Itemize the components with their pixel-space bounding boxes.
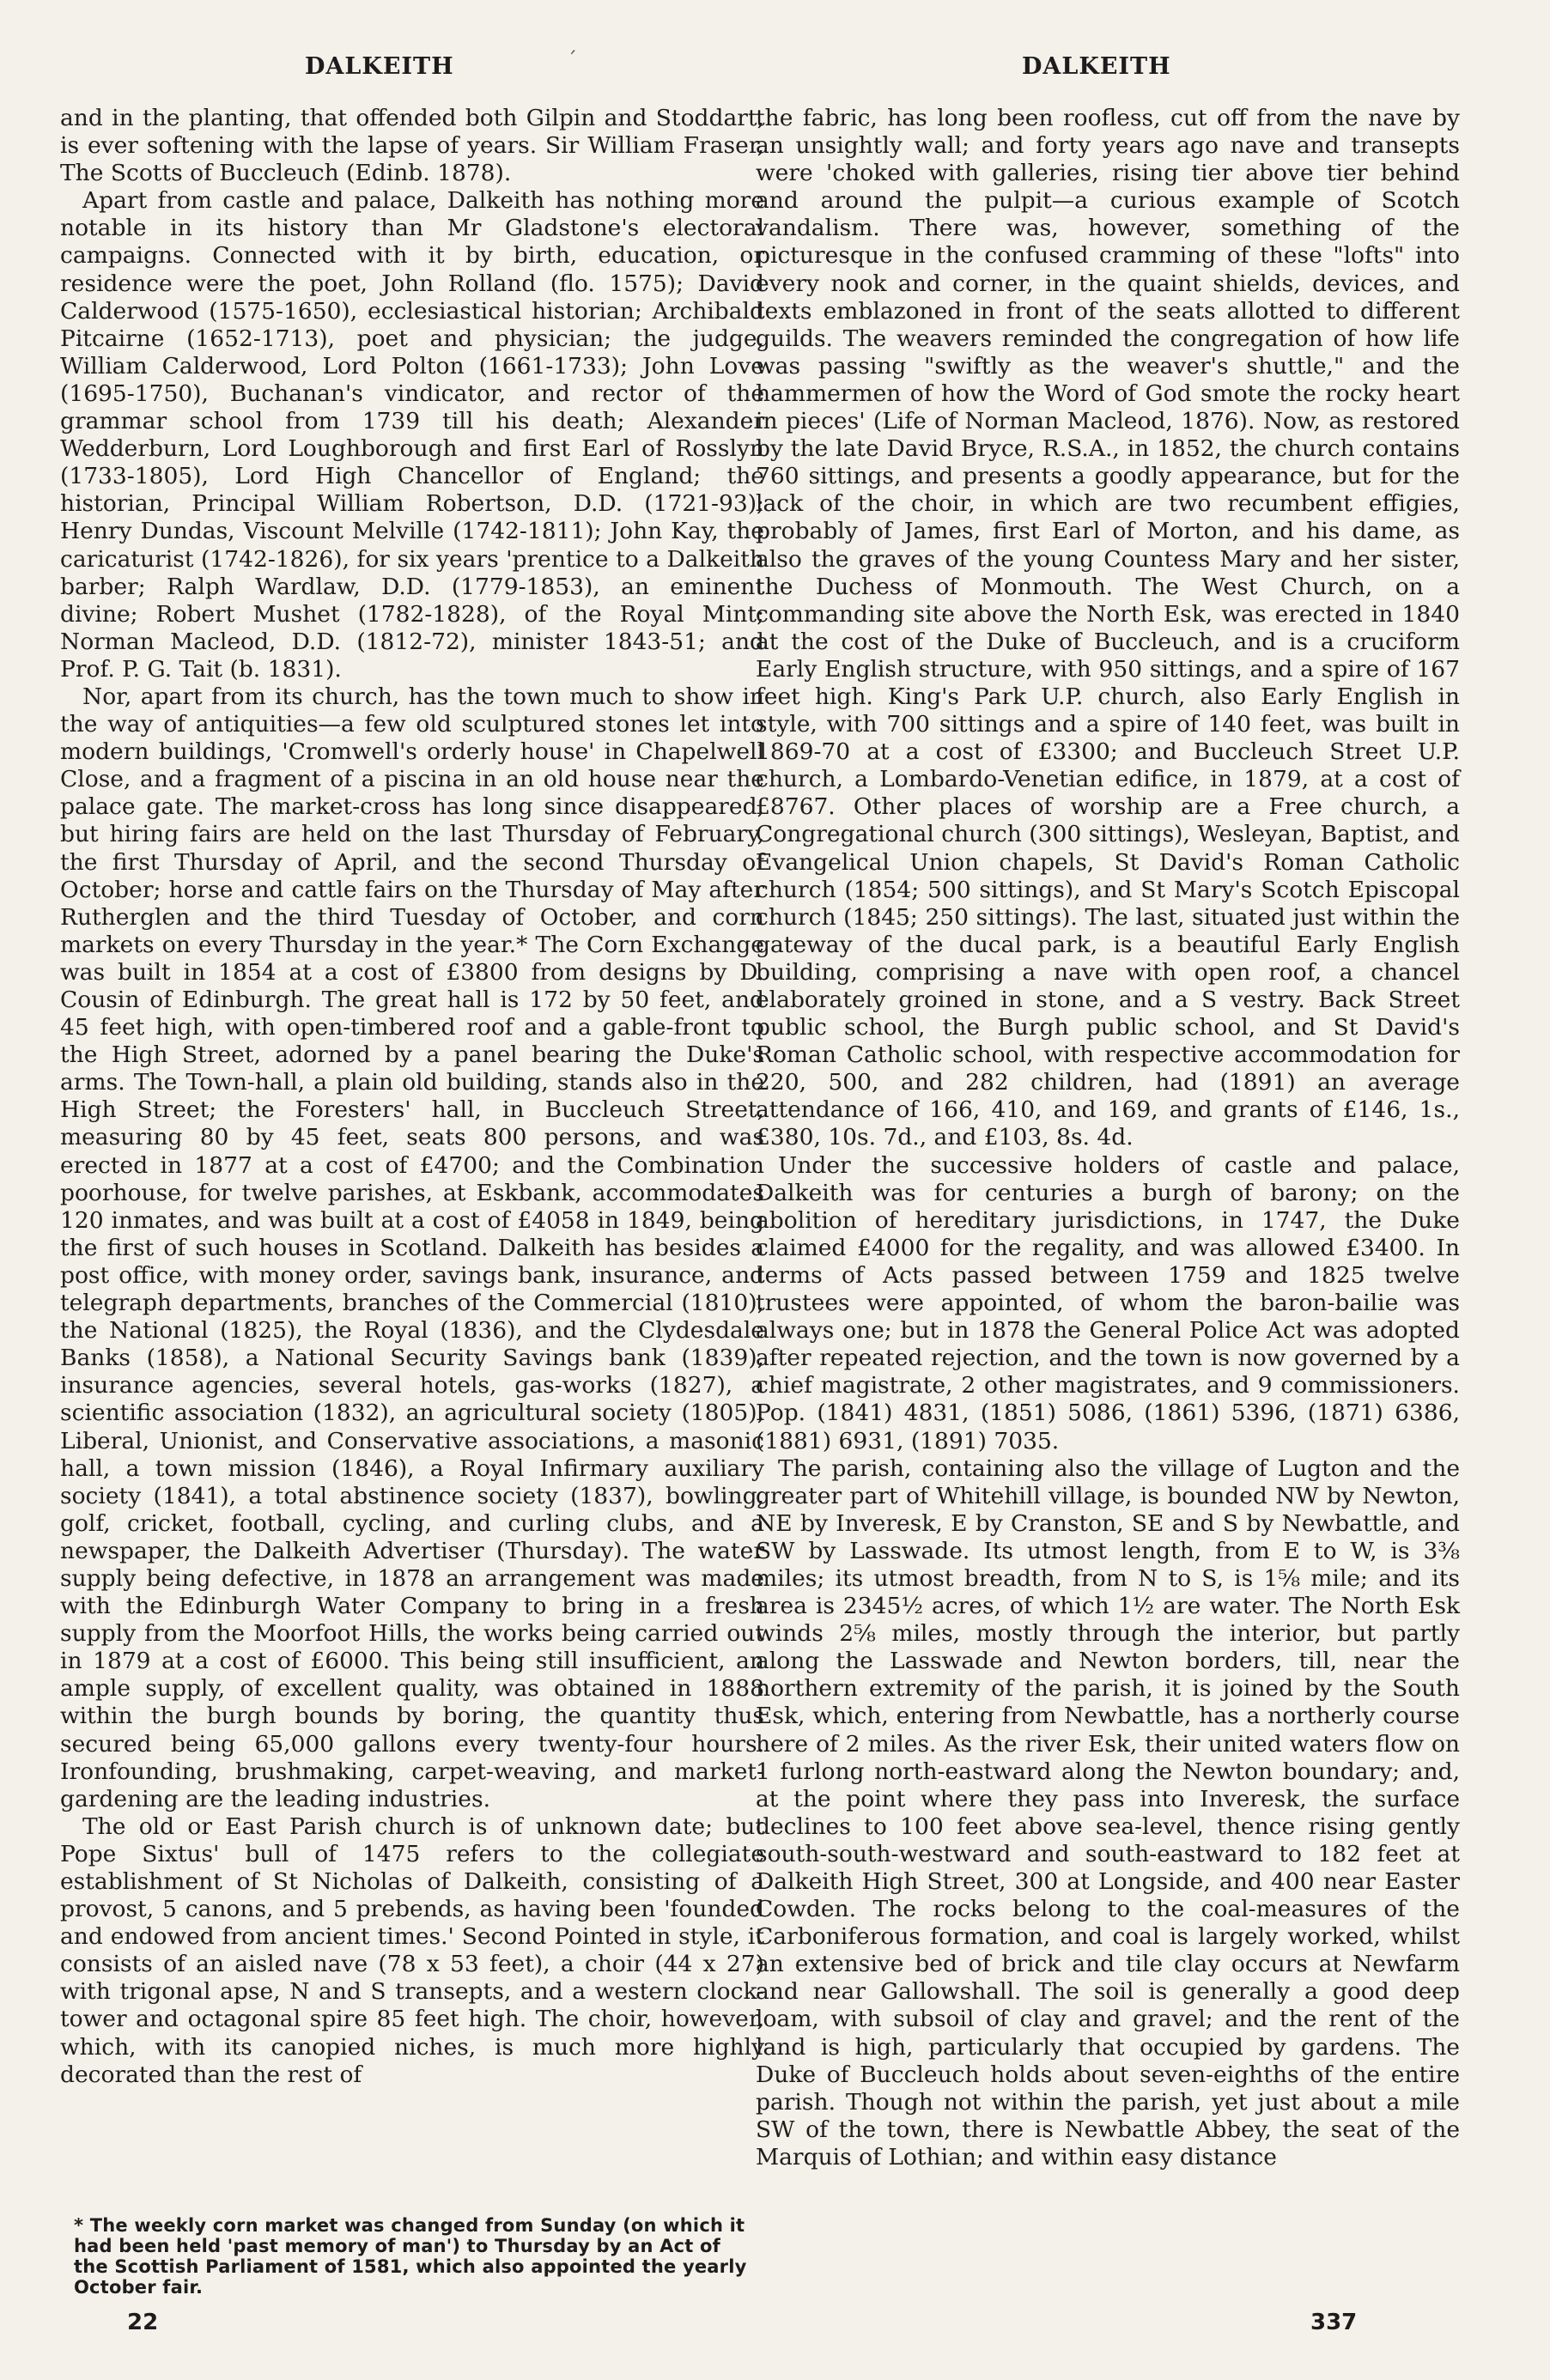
page-number-left: 22 (127, 2310, 159, 2335)
page-number-right: 337 (1310, 2310, 1358, 2335)
left-paragraph-1: and in the planting, that offended both Gilpin and Stoddart, is ever softening with the lapse of years. Sir William Fraser, The Scotts of Buccleuch (Edinb. 1878). (60, 105, 764, 187)
left-column (60, 105, 764, 2089)
right-paragraph-3: The parish, containing also the village of Lugton and the greater part of Whitehill village, is bounded NW by Newton, NE by Inveresk, E by Cranston, SE and S by Newbattle, and SW by Lasswade. Its utmost length, from E to W, is 3⅜ miles; its utmost breadth, from N to S, is 1⅝ mile; and its area is 2345½ acres, of which 1½ are water. The North Esk winds 2⅝ miles, mostly through the interior, but partly along the Lasswade and Newton borders, till, near the northern extremity of the parish, it is joined by the South Esk, which, entering from Newbattle, has a northerly course here of 2 miles. As the river Esk, their united waters flow on 1 furlong north-eastward along the Newton boundary; and, at the point where they pass into Inveresk, the surface declines to 100 feet above sea-level, thence rising gently south-south-westward and south-eastward to 182 feet at Dalkeith High Street, 300 at Longside, and 400 near Easter Cowden. The rocks belong to the coal-measures of the Carboniferous formation, and coal is largely worked, whilst an extensive bed of brick and tile clay occurs at Newfarm and near Gallowshall. The soil is generally a good deep loam, with subsoil of clay and gravel; and the rent of the land is high, particularly that occupied by gardens. The Duke of Buccleuch holds about seven-eighths of the entire parish. Though not within the parish, yet just about a mile SW of the town, there is Newbattle Abbey, the seat of the Marquis of Lothian; and within easy distance (756, 1454, 1460, 2171)
left-paragraph-4: The old or East Parish church is of unknown date; but Pope Sixtus' bull of 1475 refers to the collegiate establishment of St Nicholas of Dalkeith, consisting of a provost, 5 canons, and 5 prebends, as having been 'founded and endowed from ancient times.' Second Pointed in style, it consists of an aisled nave (78 x 53 feet), a choir (44 x 27) with trigonal apse, N and S transepts, and a western clock-tower and octagonal spire 85 feet high. The choir, however, which, with its canopied niches, is much more highly decorated than the rest of (60, 1812, 764, 2088)
left-paragraph-2: Apart from castle and palace, Dalkeith has nothing more notable in its history than Mr Gladstone's electoral campaigns. Connected with it by birth, education, or residence were the poet, John Rolland (flo. 1575); David Calderwood (1575-1650), ecclesiastical historian; Archibald Pitcairne (1652-1713), poet and physician; the judge, William Calderwood, Lord Polton (1661-1733); John Love (1695-1750), Buchanan's vindicator, and rector of the grammar school from 1739 till his death; Alexander Wedderburn, Lord Loughborough and first Earl of Rosslyn (1733-1805), Lord High Chancellor of England; the historian, Principal William Robertson, D.D. (1721-93); Henry Dundas, Viscount Melville (1742-1811); John Kay, the caricaturist (1742-1826), for six years 'prentice to a Dalkeith barber; Ralph Wardlaw, D.D. (1779-1853), an eminent divine; Robert Mushet (1782-1828), of the Royal Mint; Norman Macleod, D.D. (1812-72), minister 1843-51; and Prof. P. G. Tait (b. 1831). (60, 187, 764, 683)
left-running-title: DALKEITH (305, 53, 454, 80)
right-paragraph-1: the fabric, has long been roofless, cut off from the nave by an unsightly wall; and forty years ago nave and transepts were 'choked with galleries, rising tier above tier behind and around the pulpit—a curious example of Scotch vandalism. There was, however, something of the picturesque in the confused cramming of these "lofts" into every nook and corner, in the quaint shields, devices, and texts emblazoned in front of the seats allotted to different guilds. The weavers reminded the congregation of how life was passing "swiftly as the weaver's shuttle," and the hammermen of how the Word of God smote the rocky heart in pieces' (Life of Norman Macleod, 1876). Now, as restored by the late David Bryce, R.S.A., in 1852, the church contains 760 sittings, and presents a goodly appearance, but for the lack of the choir, in which are two recumbent effigies, probably of James, first Earl of Morton, and his dame, as also the graves of the young Countess Mary and her sister, the Duchess of Monmouth. The West Church, on a commanding site above the North Esk, was erected in 1840 at the cost of the Duke of Buccleuch, and is a cruciform Early English structure, with 950 sittings, and a spire of 167 feet high. King's Park U.P. church, also Early English in style, with 700 sittings and a spire of 140 feet, was built in 1869-70 at a cost of £3300; and Buccleuch Street U.P. church, a Lombardo-Venetian edifice, in 1879, at a cost of £8767. Other places of worship are a Free church, a Congregational church (300 sittings), Wesleyan, Baptist, and Evangelical Union chapels, St David's Roman Catholic church (1854; 500 sittings), and St Mary's Scotch Episcopal church (1845; 250 sittings). The last, situated just within the gateway of the ducal park, is a beautiful Early English building, comprising a nave with open roof, a chancel elaborately groined in stone, and a S vestry. Back Street public school, the Burgh public school, and St David's Roman Catholic school, with respective accommodation for 220, 500, and 282 children, had (1891) an average attendance of 166, 410, and 169, and grants of £146, 1s., £380, 10s. 7d., and £103, 8s. 4d. (756, 105, 1460, 1151)
right-running-title: DALKEITH (1022, 53, 1171, 80)
running-header (0, 53, 1550, 88)
footnote: * The weekly corn market was changed from Sunday (on which it had been held 'past memory of man') to Thursday by an Act of the Scottish Parliament of 1581, which also appointed the yearly October fair. (74, 2215, 747, 2298)
right-column (756, 105, 1460, 2171)
left-paragraph-3: Nor, apart from its church, has the town much to show in the way of antiquities—a few old sculptured stones let into modern buildings, 'Cromwell's orderly house' in Chapelwell Close, and a fragment of a piscina in an old house near the palace gate. The market-cross has long since disappeared, but hiring fairs are held on the last Thursday of February, the first Thursday of April, and the second Thursday of October; horse and cattle fairs on the Thursday of May after Rutherglen and the third Tuesday of October, and corn markets on every Thursday in the year.* The Corn Exchange was built in 1854 at a cost of £3800 from designs by D. Cousin of Edinburgh. The great hall is 172 by 50 feet, and 45 feet high, with open-timbered roof and a gable-front to the High Street, adorned by a panel bearing the Duke's arms. The Town-hall, a plain old building, stands also in the High Street; the Foresters' hall, in Buccleuch Street, measuring 80 by 45 feet, seats 800 persons, and was erected in 1877 at a cost of £4700; and the Combination poorhouse, for twelve parishes, at Eskbank, accommodates 120 inmates, and was built at a cost of £4058 in 1849, being the first of such houses in Scotland. Dalkeith has besides a post office, with money order, savings bank, insurance, and telegraph departments, branches of the Commercial (1810), the National (1825), the Royal (1836), and the Clydesdale Banks (1858), a National Security Savings bank (1839), insurance agencies, several hotels, gas-works (1827), a scientific association (1832), an agricultural society (1805), Liberal, Unionist, and Conservative associations, a masonic hall, a town mission (1846), a Royal Infirmary auxiliary society (1841), a total abstinence society (1837), bowling, golf, cricket, football, cycling, and curling clubs, and a newspaper, the Dalkeith Advertiser (Thursday). The water supply being defective, in 1878 an arrangement was made with the Edinburgh Water Company to bring in a fresh supply from the Moorfoot Hills, the works being carried out in 1879 at a cost of £6000. This being still insufficient, an ample supply, of excellent quality, was obtained in 1888 within the burgh bounds by boring, the quantity thus secured being 65,000 gallons every twenty-four hours. Ironfounding, brushmaking, carpet-weaving, and market-gardening are the leading industries. (60, 683, 764, 1812)
right-paragraph-2: Under the successive holders of castle and palace, Dalkeith was for centuries a burgh of barony; on the abolition of hereditary jurisdictions, in 1747, the Duke claimed £4000 for the regality, and was allowed £3400. In terms of Acts passed between 1759 and 1825 twelve trustees were appointed, of whom the baron-bailie was always one; but in 1878 the General Police Act was adopted after repeated rejection, and the town is now governed by a chief magistrate, 2 other magistrates, and 9 commissioners. Pop. (1841) 4831, (1851) 5086, (1861) 5396, (1871) 6386, (1881) 6931, (1891) 7035. (756, 1151, 1460, 1454)
